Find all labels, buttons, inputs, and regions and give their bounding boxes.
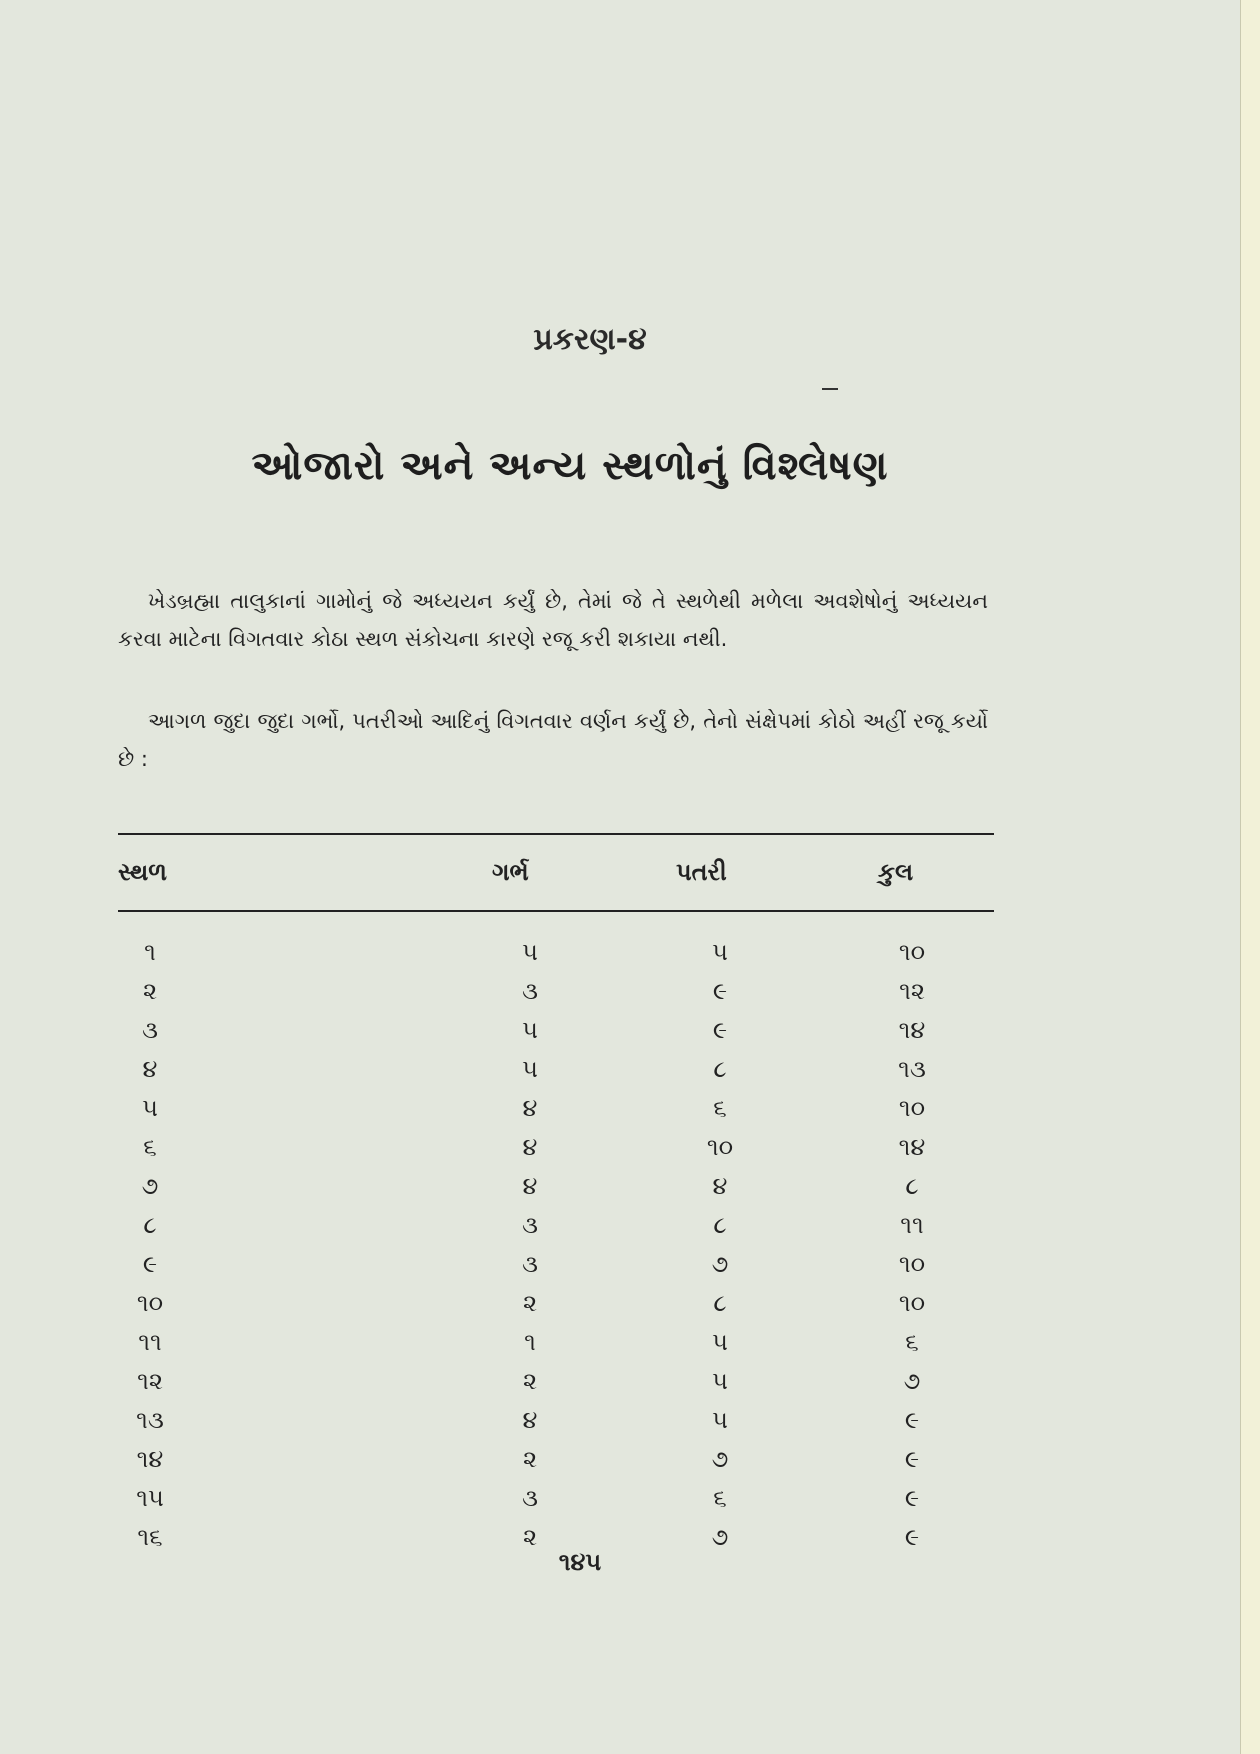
table-row: [0, 1250, 1242, 1286]
table-row: [0, 1328, 1242, 1364]
cell-total: ૯: [904, 1445, 920, 1473]
cell-flake: ૭: [711, 1523, 729, 1551]
cell-flake: ૮: [713, 1055, 727, 1083]
cell-flake: ૭: [711, 1250, 729, 1278]
table-row: [0, 1367, 1242, 1403]
cell-core: ૪: [522, 1172, 538, 1200]
table-header: [0, 858, 1242, 894]
cell-total: ૧૩: [898, 1055, 926, 1083]
paragraph-2: આગળ જુદા જુદા ગર્ભો, પતરીઓ આદિનું વિગતવાર વર્ણન કર્યું છે, તેનો સંક્ષેપમાં કોઠો અહીં રજૂ કર્યો છે :: [118, 709, 988, 771]
header-place: સ્થળ: [118, 858, 168, 886]
cell-total: ૧૦: [898, 1289, 926, 1317]
cell-flake: ૫: [712, 938, 728, 966]
table-top-rule: [118, 833, 994, 835]
paragraph-1: ખેડબ્રહ્મા તાલુકાનાં ગામોનું જે અધ્યયન કર્યું છે, તેમાં જે તે સ્થળેથી મળેલા અવશેષોનું અધ્યયન કરવા માટેના વિગતવાર કોઠા સ્થળ સંકોચના કારણે રજૂ કરી શકાયા નથી.: [118, 589, 988, 651]
cell-flake: ૮: [713, 1289, 727, 1317]
cell-total: ૮: [905, 1172, 919, 1200]
cell-core: ૪: [522, 1133, 538, 1161]
cell-total: ૯: [904, 1484, 920, 1512]
cell-core: ૩: [522, 1484, 538, 1512]
cell-core: ૨: [522, 1523, 538, 1551]
cell-place: ૧૫: [136, 1484, 164, 1512]
cell-total: ૬: [905, 1328, 919, 1356]
cell-core: ૨: [522, 1445, 538, 1473]
cell-core: ૨: [522, 1289, 538, 1317]
cell-place: ૧૬: [137, 1523, 163, 1551]
cell-flake: ૬: [713, 1094, 727, 1122]
cell-place: ૭: [141, 1172, 159, 1200]
table-row: [0, 1094, 1242, 1130]
header-core: ગર્ભ: [492, 858, 529, 886]
table-row: [0, 1133, 1242, 1169]
page-title: ઓજારો અને અન્ય સ્થળોનું વિશ્લેષણ: [251, 443, 889, 489]
table-row: [0, 1484, 1242, 1520]
chapter-heading: પ્રકરણ-૪: [533, 322, 647, 357]
cell-total: ૭: [903, 1367, 921, 1395]
table-header-rule: [118, 910, 994, 912]
header-flake: પતરી: [676, 858, 727, 886]
cell-place: ૧: [144, 938, 156, 966]
cell-total: ૧૦: [898, 938, 926, 966]
table-row: [0, 1445, 1242, 1481]
cell-place: ૧૪: [136, 1445, 164, 1473]
cell-total: ૧૦: [898, 1250, 926, 1278]
cell-flake: ૬: [713, 1484, 727, 1512]
cell-core: ૩: [522, 1250, 538, 1278]
table-row: [0, 938, 1242, 974]
cell-total: ૧૦: [898, 1094, 926, 1122]
cell-flake: ૧૦: [706, 1133, 734, 1161]
cell-place: ૧૩: [136, 1406, 164, 1434]
cell-total: ૧૨: [899, 977, 925, 1005]
cell-core: ૫: [522, 1055, 538, 1083]
cell-place: ૬: [143, 1133, 157, 1161]
cell-core: ૧: [524, 1328, 536, 1356]
cell-total: ૯: [904, 1406, 920, 1434]
cell-core: ૪: [522, 1406, 538, 1434]
cell-core: ૪: [522, 1094, 538, 1122]
cell-flake: ૯: [712, 977, 728, 1005]
cell-core: ૫: [522, 1016, 538, 1044]
page-edge: [1240, 0, 1260, 1754]
cell-place: ૫: [142, 1094, 158, 1122]
cell-core: ૩: [522, 977, 538, 1005]
stray-mark: [822, 388, 838, 390]
table-row: [0, 1055, 1242, 1091]
cell-flake: ૫: [712, 1367, 728, 1395]
cell-core: ૨: [522, 1367, 538, 1395]
cell-flake: ૯: [712, 1016, 728, 1044]
table-row: [0, 1289, 1242, 1325]
cell-flake: ૭: [711, 1445, 729, 1473]
table-row: [0, 1016, 1242, 1052]
cell-core: ૩: [522, 1211, 538, 1239]
cell-core: ૫: [522, 938, 538, 966]
cell-flake: ૮: [713, 1211, 727, 1239]
cell-place: ૧૨: [137, 1367, 163, 1395]
table-row: [0, 977, 1242, 1013]
cell-place: ૧૦: [136, 1289, 164, 1317]
cell-total: ૧૪: [898, 1016, 926, 1044]
cell-flake: ૫: [712, 1328, 728, 1356]
cell-place: ૩: [142, 1016, 158, 1044]
cell-total: ૯: [904, 1523, 920, 1551]
table-row: [0, 1211, 1242, 1247]
table-row: [0, 1406, 1242, 1442]
table-row: [0, 1172, 1242, 1208]
cell-place: ૨: [142, 977, 158, 1005]
cell-place: ૮: [143, 1211, 157, 1239]
cell-flake: ૫: [712, 1406, 728, 1434]
cell-total: ૧૧: [900, 1211, 924, 1239]
cell-flake: ૪: [712, 1172, 728, 1200]
page-number: ૧૪૫: [558, 1548, 602, 1576]
cell-total: ૧૪: [898, 1133, 926, 1161]
header-total: કુલ: [878, 858, 914, 886]
cell-place: ૧૧: [138, 1328, 162, 1356]
cell-place: ૯: [142, 1250, 158, 1278]
cell-place: ૪: [142, 1055, 158, 1083]
